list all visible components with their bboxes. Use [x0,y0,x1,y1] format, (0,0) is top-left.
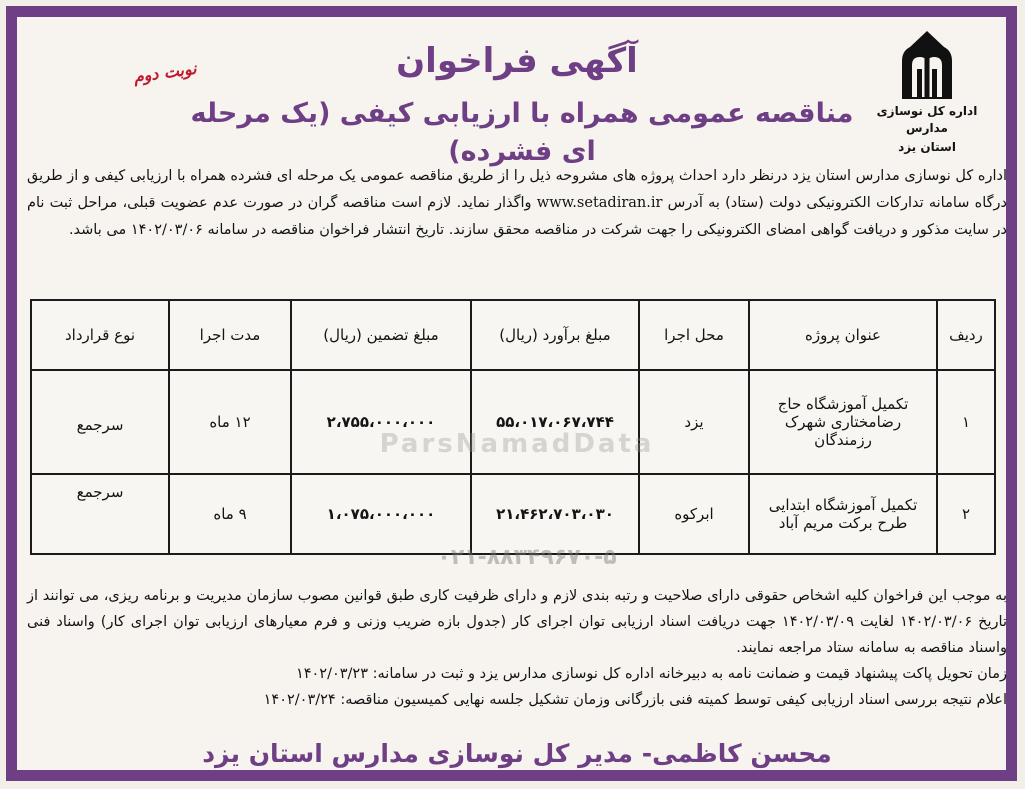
cell-project-title: تکمیل آموزشگاه حاج رضامختاری شهرک رزمندگان [749,370,937,474]
advertisement-frame [6,6,1017,781]
header-location: محل اجرا [639,300,749,370]
cell-guarantee: ۱،۰۷۵،۰۰۰،۰۰۰ [291,474,471,554]
projects-table [30,299,996,555]
cell-row-number: ۲ [937,474,995,554]
organization-name: اداره کل نوسازی مدارس [876,104,978,135]
details-result-announcement: اعلام نتیجه بررسی اسناد ارزیابی کیفی توسط کمیته فنی بازرگانی وزمان تشکیل جلسه نهایی کمیسیون مناقصه: ۱۴۰۲/۰۳/۲۴ [263,692,1007,708]
school-building-logo-icon [896,27,958,101]
table-row [31,474,995,554]
intro-text-part1: اداره کل نوسازی مدارس استان یزد درنظر دارد احداث پروژه های مشروحه ذیل را از طریق مناقصه عمومی یک مرحله ای فشرده همراه با ارزیابی کیفی و از طریق درگاه سامانه تدارکات الکترونیکی دولت (ستاد) به آدرس [27,168,1008,211]
watermark-phone: ۰۲۱-۸۸۳۴۹۶۷۰-۵ [437,545,617,570]
announcement-title: آگهی فراخوان [396,41,638,81]
header-project-title: عنوان پروژه [749,300,937,370]
cell-duration: ۱۲ ماه [169,370,291,474]
intro-text-part2: واگذار نماید. لازم است مناقصه گران در صورت عدم عضویت قبلی، مراحل ثبت نام در سایت مذکور و دریافت گواهی امضای الکترونیکی را جهت شرکت در مناقصه محقق سازند. تاریخ انتشار فراخوان مناقصه در سامانه ۱۴۰۲/۰۳/۰۶ می باشد. [27,195,1007,238]
cell-project-title: تکمیل آموزشگاه ابتدایی طرح برکت مریم آباد [749,474,937,554]
watermark-brand: ParsNamadData [379,429,655,459]
cell-guarantee: ۲،۷۵۵،۰۰۰،۰۰۰ [291,370,471,474]
header-contract-type: نوع قرارداد [31,300,169,370]
table-header-row [31,300,995,370]
organization-logo [862,27,992,156]
cell-estimate: ۲۱،۴۶۲،۷۰۳،۰۳۰ [471,474,639,554]
publication-round: نوبت دوم [132,58,198,87]
website-link[interactable]: www.setadiran.ir [536,195,663,211]
advertisement-content [17,17,1006,770]
header-duration: مدت اجرا [169,300,291,370]
details-eligibility: به موجب این فراخوان کلیه اشخاص حقوقی دارای صلاحیت و رتبه بندی لازم و دارای ظرفیت کاری طبق قوانین مصوب سازمان مدیریت و برنامه ریزی، می توانند از تاریخ ۱۴۰۲/۰۳/۰۶ لغایت ۱۴۰۲/۰۳/۰۹ جهت دریافت اسناد ارزیابی توان اجرای کار (جدول بازه ضریب وزنی و فرم معیارهای ارزیابی توان اجرای کار) واسناد فنی واسناد مناقصه به سامانه ستاد مراجعه نمایند. [27,588,1007,656]
tender-subtitle: مناقصه عمومی همراه با ارزیابی کیفی (یک مرحله ای فشرده) [190,98,854,167]
cell-location: ابرکوه [639,474,749,554]
cell-estimate: ۵۵،۰۱۷،۰۶۷،۷۴۴ [471,370,639,474]
tender-details [27,583,1007,713]
organization-province: استان یزد [898,140,956,154]
header-row-number: ردیف [937,300,995,370]
header-estimate: مبلغ برآورد (ریال) [471,300,639,370]
intro-paragraph [27,163,1007,244]
cell-contract-type: سرجمع [31,474,169,554]
cell-duration: ۹ ماه [169,474,291,554]
signature-line: محسن کاظمی- مدیر کل نوسازی مدارس استان یزد [202,739,832,768]
header-guarantee: مبلغ تضمین (ریال) [291,300,471,370]
cell-row-number: ۱ [937,370,995,474]
cell-location: یزد [639,370,749,474]
details-submission-deadline: زمان تحویل پاکت پیشنهاد قیمت و ضمانت نامه به دبیرخانه اداره کل نوسازی مدارس یزد و ثبت در سامانه: ۱۴۰۲/۰۳/۲۳ [295,666,1007,682]
cell-contract-type: سرجمع [31,370,169,474]
